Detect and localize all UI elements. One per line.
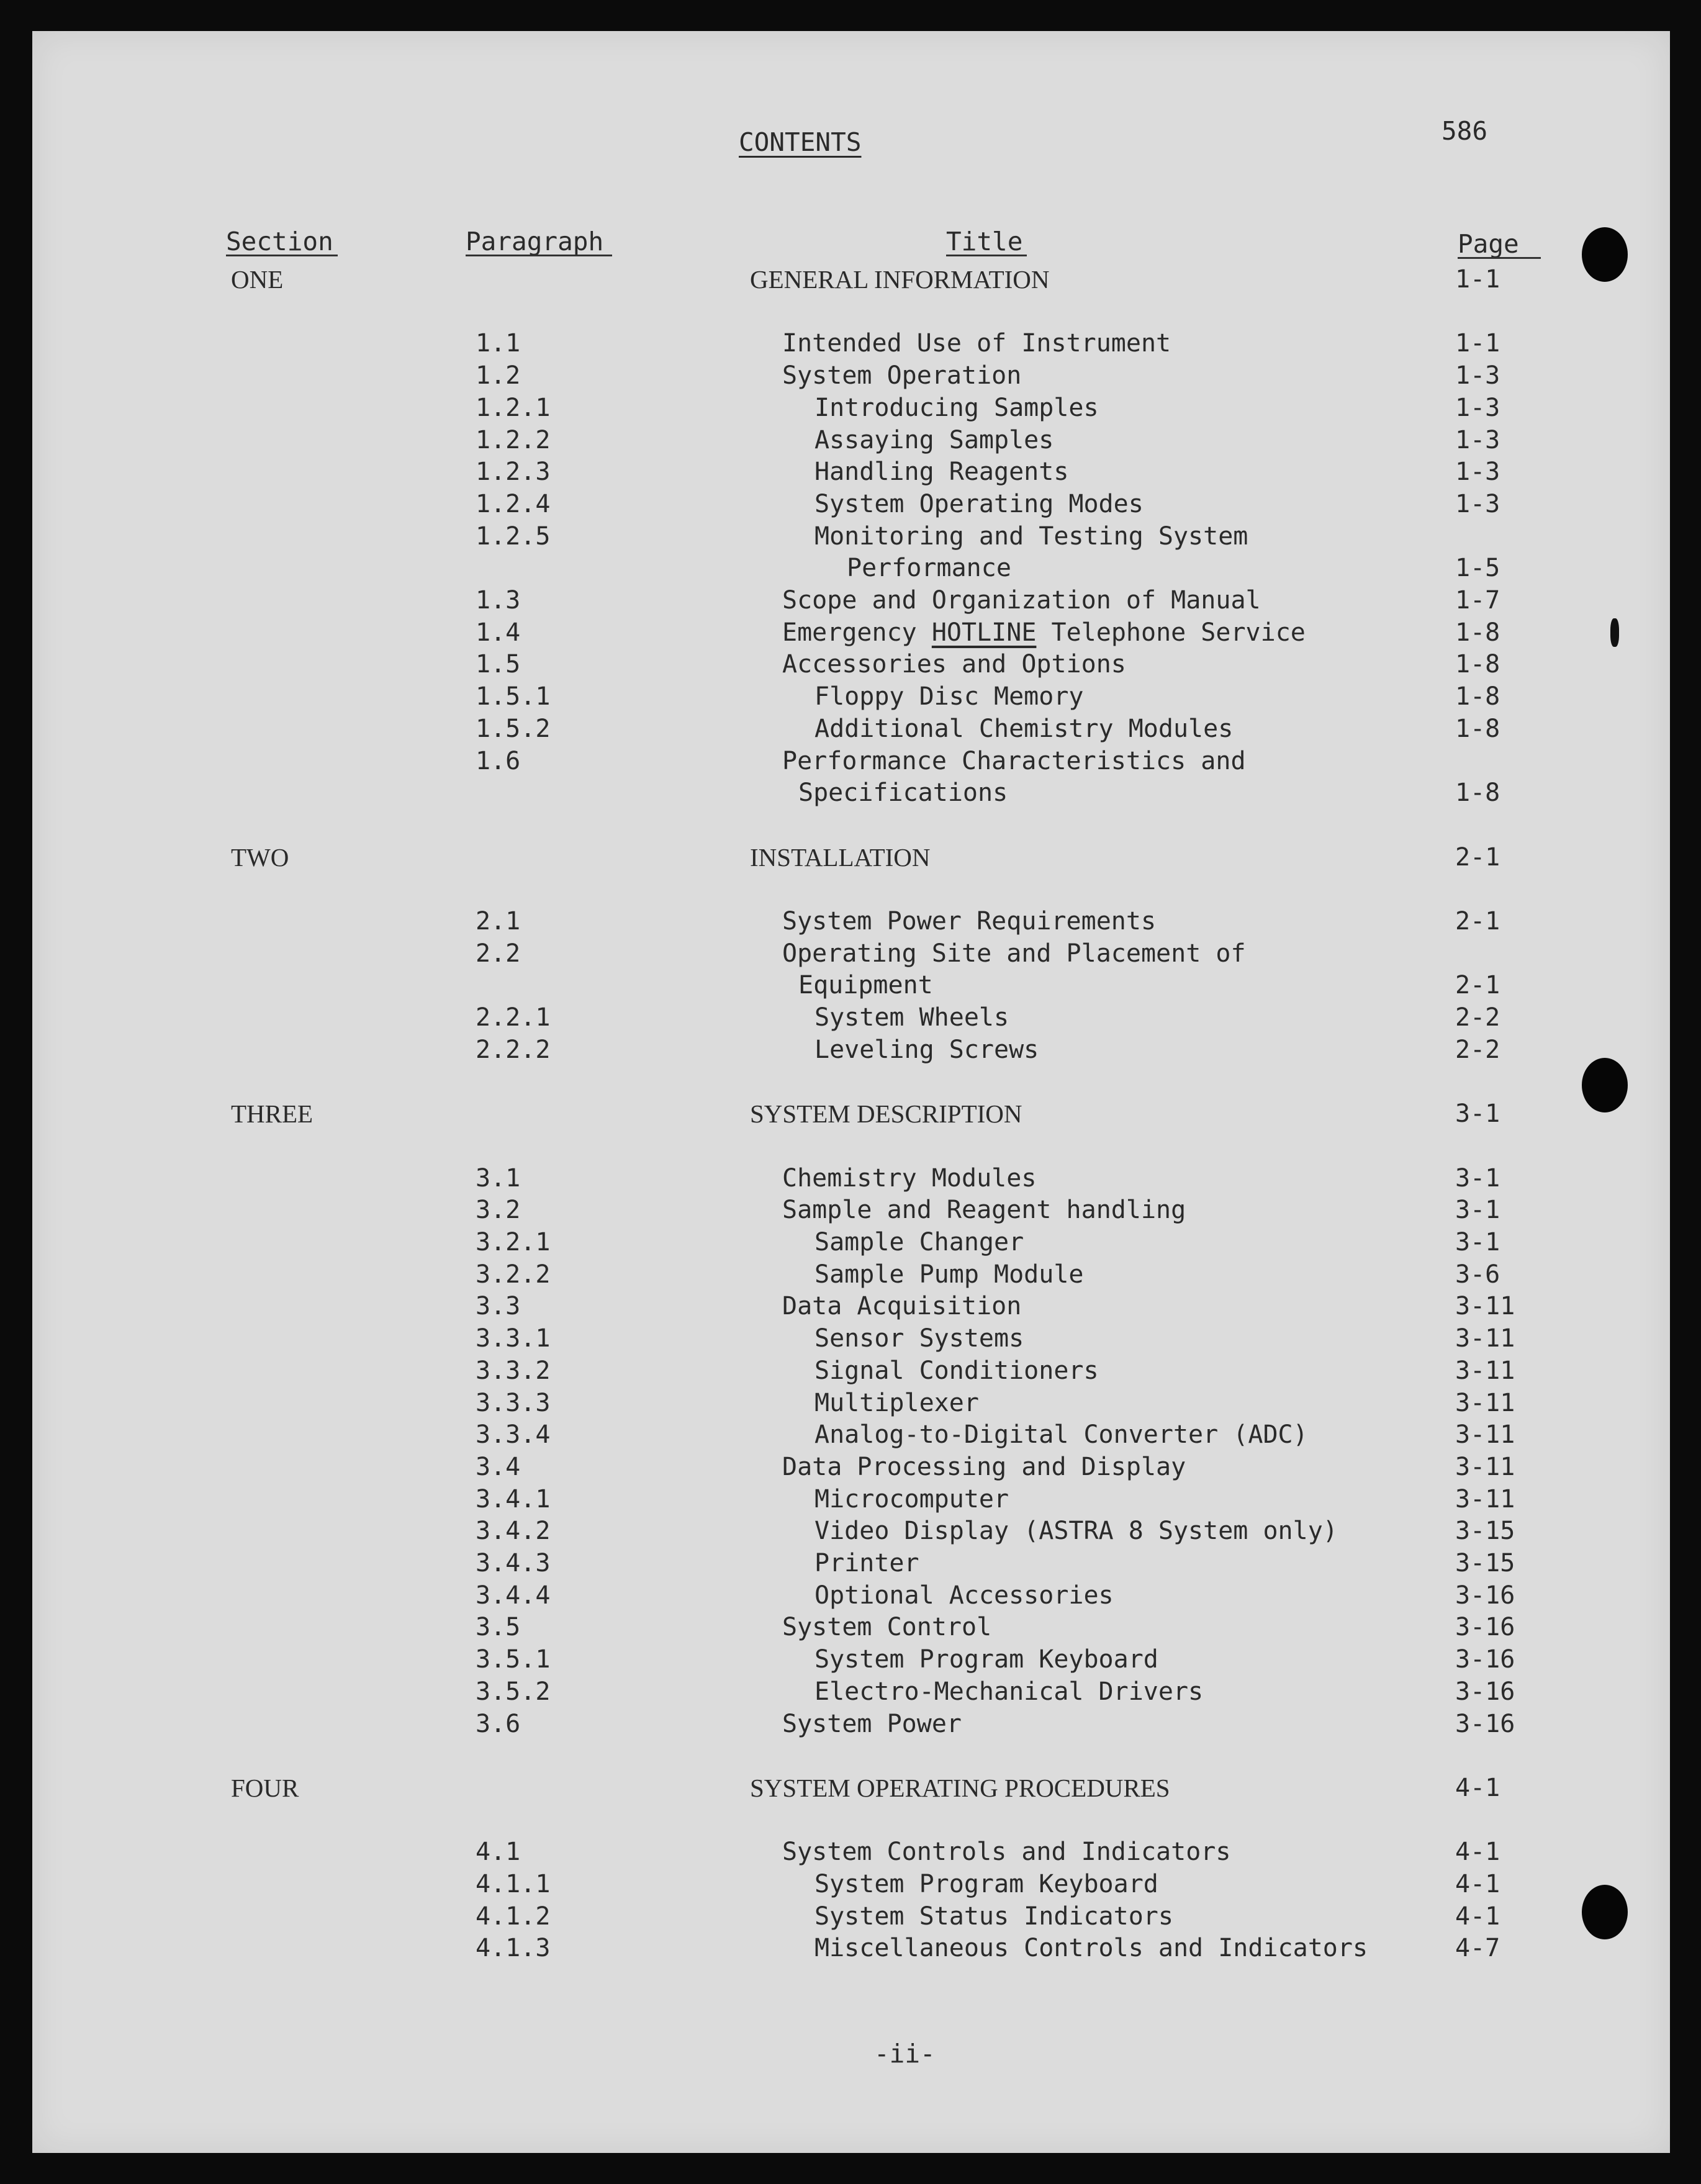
- toc-row: [0, 1708, 1701, 1740]
- entry-title: System Operation: [782, 361, 1022, 390]
- paragraph-number: 3.4.3: [476, 1549, 551, 1577]
- toc-row: [0, 1226, 1701, 1258]
- section-title: SYSTEM OPERATING PROCEDURES: [750, 1773, 1170, 1802]
- paragraph-number: 4.1.1: [476, 1870, 551, 1898]
- paragraph-number: 3.2.1: [476, 1228, 551, 1257]
- entry-title: System Status Indicators: [814, 1902, 1173, 1931]
- page-reference: 1-5: [1455, 554, 1500, 583]
- paragraph-number: 2.2: [476, 939, 521, 968]
- entry-title: Equipment: [798, 971, 933, 1000]
- entry-title: Introducing Samples: [814, 393, 1099, 422]
- toc-row: [0, 1387, 1701, 1419]
- toc-row: [0, 969, 1701, 1001]
- toc-row: [0, 488, 1701, 520]
- title-header-underline: [946, 255, 1027, 256]
- entry-title: Data Acquisition: [782, 1292, 1022, 1321]
- toc-row: [0, 552, 1701, 584]
- page-reference: 2-1: [1455, 971, 1500, 1000]
- entry-title: Optional Accessories: [814, 1581, 1114, 1610]
- page-reference: 3-11: [1455, 1420, 1515, 1450]
- paragraph-number: 1.1: [476, 329, 521, 358]
- entry-title: Accessories and Options: [782, 650, 1126, 679]
- paragraph-number: 1.4: [476, 618, 521, 647]
- toc-row: [0, 584, 1701, 616]
- toc-row: [0, 1451, 1701, 1483]
- paragraph-number: 1.2.4: [476, 489, 551, 518]
- paragraph-header-underline: [466, 255, 612, 256]
- entry-title: System Power: [782, 1709, 962, 1738]
- page-reference: 1-8: [1455, 682, 1500, 711]
- toc-row: [0, 1611, 1701, 1643]
- toc-row: [0, 1676, 1701, 1708]
- page-reference: 3-1: [1455, 1099, 1500, 1129]
- toc-row: [0, 1643, 1701, 1676]
- page-reference: 3-11: [1455, 1452, 1515, 1481]
- entry-title: Printer: [814, 1549, 919, 1577]
- toc-row: [0, 616, 1701, 649]
- toc-row: [0, 1547, 1701, 1579]
- section-name: ONE: [231, 265, 284, 294]
- page-reference: 4-1: [1455, 1902, 1500, 1931]
- paragraph-number: 3.3: [476, 1292, 521, 1321]
- paragraph-number: 1.5.2: [476, 714, 551, 743]
- toc-row: [0, 1034, 1701, 1066]
- page-reference: 2-1: [1455, 907, 1500, 936]
- page-reference: 3-16: [1455, 1709, 1515, 1738]
- toc-row: [0, 745, 1701, 777]
- paragraph-number: 3.3.2: [476, 1356, 551, 1385]
- entry-title: System Control: [782, 1613, 992, 1642]
- paragraph-number: 3.5.1: [476, 1645, 551, 1674]
- page-reference: 1-1: [1455, 265, 1500, 294]
- section-row: [0, 1098, 1701, 1130]
- toc-row: [0, 1836, 1701, 1868]
- toc-row: [0, 1515, 1701, 1547]
- toc-row: [0, 937, 1701, 970]
- toc-row: [0, 456, 1701, 488]
- entry-title: Signal Conditioners: [814, 1356, 1099, 1385]
- paragraph-number: 1.2.3: [476, 458, 551, 487]
- entry-title: Intended Use of Instrument: [782, 329, 1171, 358]
- paragraph-number: 2.1: [476, 907, 521, 936]
- toc-row: [0, 424, 1701, 456]
- entry-title: Handling Reagents: [814, 458, 1069, 487]
- toc-row: [0, 1162, 1701, 1194]
- entry-title: System Wheels: [814, 1003, 1009, 1032]
- footer-page-label: -ii-: [874, 2039, 936, 2069]
- section-row: [0, 1772, 1701, 1804]
- paragraph-number: 3.5: [476, 1613, 521, 1642]
- paragraph-number: 3.2.2: [476, 1260, 551, 1289]
- toc-row: [0, 680, 1701, 713]
- entry-title: System Program Keyboard: [814, 1870, 1158, 1898]
- page-reference: 1-8: [1455, 650, 1500, 679]
- entry-title: Sample Changer: [814, 1228, 1024, 1257]
- page-reference: 4-1: [1455, 1838, 1500, 1867]
- entry-title: Miscellaneous Controls and Indicators: [814, 1934, 1368, 1963]
- entry-title: Performance Characteristics and: [782, 746, 1246, 775]
- toc-row: [0, 1579, 1701, 1612]
- toc-row: [0, 392, 1701, 424]
- entry-title: Electro-Mechanical Drivers: [814, 1677, 1204, 1706]
- paragraph-number: 4.1.2: [476, 1902, 551, 1931]
- section-name: THREE: [231, 1099, 314, 1129]
- paragraph-number: 1.2: [476, 361, 521, 390]
- entry-title: Data Processing and Display: [782, 1452, 1186, 1481]
- page-reference: 3-6: [1455, 1260, 1500, 1289]
- paragraph-number: 3.4: [476, 1452, 521, 1481]
- entry-title: Additional Chemistry Modules: [814, 714, 1234, 743]
- paragraph-number: 1.5: [476, 650, 521, 679]
- page-reference: 2-2: [1455, 1003, 1500, 1032]
- toc-row: [0, 1868, 1701, 1900]
- entry-title: Scope and Organization of Manual: [782, 586, 1261, 615]
- entry-title: System Controls and Indicators: [782, 1838, 1231, 1867]
- entry-title: Multiplexer: [814, 1388, 979, 1417]
- entry-title: Floppy Disc Memory: [814, 682, 1084, 711]
- page-reference: 1-3: [1455, 361, 1500, 390]
- column-header-page: Page: [1458, 229, 1519, 259]
- page-reference: 1-8: [1455, 714, 1500, 743]
- page-reference: 3-15: [1455, 1549, 1515, 1577]
- paragraph-number: 3.4.2: [476, 1517, 551, 1546]
- page-reference: 4-1: [1455, 1773, 1500, 1802]
- entry-title: Analog-to-Digital Converter (ADC): [814, 1420, 1308, 1450]
- hotline-underlined-word: HOTLINE: [931, 618, 1037, 647]
- entry-title: Monitoring and Testing System: [814, 521, 1248, 551]
- entry-title: Sensor Systems: [814, 1324, 1024, 1353]
- entry-title: Emergency HOTLINE Telephone Service: [782, 618, 1306, 647]
- paragraph-number: 2.2.1: [476, 1003, 551, 1032]
- toc-row: [0, 1419, 1701, 1451]
- toc-row: [0, 905, 1701, 937]
- section-title: SYSTEM DESCRIPTION: [750, 1099, 1022, 1129]
- paragraph-number: 3.4.1: [476, 1484, 551, 1514]
- toc-row: [0, 327, 1701, 359]
- page-reference: 1-3: [1455, 458, 1500, 487]
- section-row: [0, 841, 1701, 873]
- page-reference: 2-1: [1455, 842, 1500, 872]
- entry-title: Microcomputer: [814, 1484, 1009, 1514]
- paragraph-number: 1.2.2: [476, 425, 551, 454]
- toc-row: [0, 1001, 1701, 1034]
- entry-title: Specifications: [798, 778, 1008, 808]
- paragraph-number: 3.3.3: [476, 1388, 551, 1417]
- column-header-paragraph: Paragraph: [466, 227, 604, 256]
- entry-title: System Power Requirements: [782, 907, 1157, 936]
- paragraph-number: 2.2.2: [476, 1035, 551, 1064]
- paragraph-number: 4.1.3: [476, 1934, 551, 1963]
- column-header-title: Title: [946, 227, 1023, 256]
- entry-title: Operating Site and Placement of: [782, 939, 1246, 968]
- page-reference: 1-7: [1455, 586, 1500, 615]
- page-reference: 3-15: [1455, 1517, 1515, 1546]
- entry-title: Leveling Screws: [814, 1035, 1039, 1064]
- toc-row: [0, 359, 1701, 392]
- section-header-underline: [226, 255, 338, 256]
- entry-title: Sample Pump Module: [814, 1260, 1084, 1289]
- page-number: 586: [1442, 116, 1488, 146]
- entry-title: Assaying Samples: [814, 425, 1054, 454]
- paragraph-number: 1.3: [476, 586, 521, 615]
- paragraph-number: 3.4.4: [476, 1581, 551, 1610]
- paragraph-number: 3.3.4: [476, 1420, 551, 1450]
- paragraph-number: 3.1: [476, 1163, 521, 1193]
- paragraph-number: 1.5.1: [476, 682, 551, 711]
- toc-row: [0, 520, 1701, 553]
- page-reference: 1-8: [1455, 778, 1500, 808]
- toc-row: [0, 1900, 1701, 1933]
- page-reference: 3-1: [1455, 1163, 1500, 1193]
- toc-row: [0, 1355, 1701, 1387]
- section-title: GENERAL INFORMATION: [750, 265, 1050, 294]
- paragraph-number: 1.2.5: [476, 521, 551, 551]
- page-reference: 1-3: [1455, 489, 1500, 518]
- section-name: FOUR: [231, 1773, 299, 1802]
- page-reference: 1-3: [1455, 393, 1500, 422]
- page-reference: 3-11: [1455, 1356, 1515, 1385]
- toc-row: [0, 1194, 1701, 1226]
- section-name: TWO: [231, 842, 289, 872]
- page-reference: 3-16: [1455, 1613, 1515, 1642]
- page-reference: 3-1: [1455, 1196, 1500, 1225]
- toc-row: [0, 1258, 1701, 1291]
- toc-row: [0, 1322, 1701, 1355]
- toc-row: [0, 713, 1701, 745]
- page-reference: 3-1: [1455, 1228, 1500, 1257]
- section-row: [0, 263, 1701, 296]
- entry-title: System Operating Modes: [814, 489, 1144, 518]
- entry-title: Sample and Reagent handling: [782, 1196, 1186, 1225]
- page-reference: 3-16: [1455, 1581, 1515, 1610]
- page-header-underline: [1458, 257, 1541, 259]
- page-reference: 3-11: [1455, 1484, 1515, 1514]
- toc-row: [0, 1483, 1701, 1515]
- column-header-section: Section: [226, 227, 333, 256]
- toc-row: [0, 1290, 1701, 1322]
- page-reference: 1-1: [1455, 329, 1500, 358]
- section-title: INSTALLATION: [750, 842, 931, 872]
- entry-title: System Program Keyboard: [814, 1645, 1158, 1674]
- contents-heading: CONTENTS: [739, 127, 862, 157]
- paragraph-number: 1.6: [476, 746, 521, 775]
- page-reference: 1-3: [1455, 425, 1500, 454]
- paragraph-number: 3.5.2: [476, 1677, 551, 1706]
- page-reference: 4-7: [1455, 1934, 1500, 1963]
- toc-row: [0, 1932, 1701, 1964]
- page-reference: 2-2: [1455, 1035, 1500, 1064]
- page-reference: 3-11: [1455, 1388, 1515, 1417]
- page-reference: 3-11: [1455, 1324, 1515, 1353]
- entry-title: Chemistry Modules: [782, 1163, 1037, 1193]
- page-reference: 3-11: [1455, 1292, 1515, 1321]
- paragraph-number: 1.2.1: [476, 393, 551, 422]
- paragraph-number: 3.3.1: [476, 1324, 551, 1353]
- entry-title: Performance: [847, 554, 1011, 583]
- paragraph-number: 4.1: [476, 1838, 521, 1867]
- page-reference: 1-8: [1455, 618, 1500, 647]
- toc-row: [0, 648, 1701, 680]
- toc-row: [0, 777, 1701, 809]
- paragraph-number: 3.6: [476, 1709, 521, 1738]
- entry-title: Video Display (ASTRA 8 System only): [814, 1517, 1338, 1546]
- page-reference: 4-1: [1455, 1870, 1500, 1898]
- page-reference: 3-16: [1455, 1677, 1515, 1706]
- paragraph-number: 3.2: [476, 1196, 521, 1225]
- page-reference: 3-16: [1455, 1645, 1515, 1674]
